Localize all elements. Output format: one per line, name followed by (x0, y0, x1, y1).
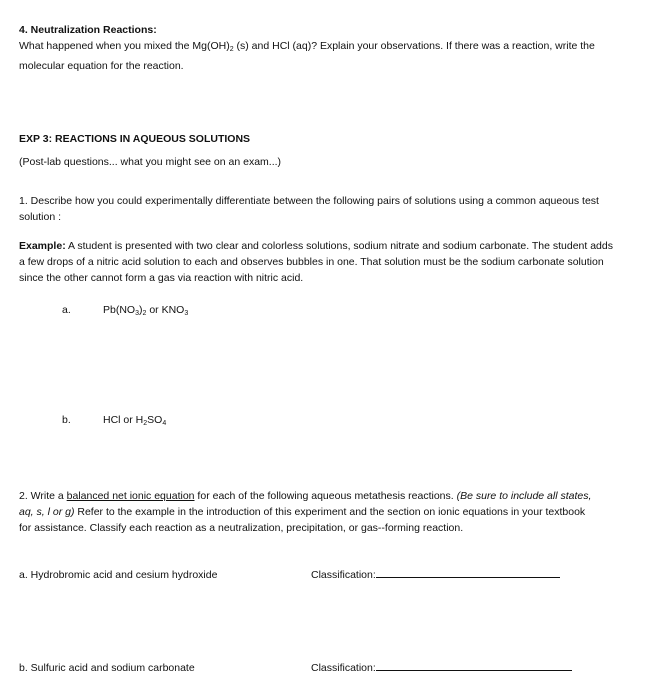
example-label: Example: (19, 240, 66, 252)
part-a-letter: a. (62, 304, 71, 316)
classification-a-blank[interactable] (376, 567, 560, 578)
question-1-example: Example: A student is presented with two clear and colorless solutions, sodium nitrate and sodium carbonate. The student adds a few drops of a nitric acid solution to each and observes bubbles in one. That solution must be the sodium carbonate solution since the other cannot form a gas via reaction with nitric acid. (19, 240, 613, 284)
section-4-question: What happened when you mixed the $Mg(OH)_2$ (s) and HCl (aq)? Explain your observations. If there was a reaction, write the molecular equation for the reaction. (19, 40, 595, 72)
part-2a-text: a. Hydrobromic acid and cesium hydroxide (19, 569, 218, 581)
net-ionic-equation-link: balanced net ionic equation (66, 490, 195, 502)
exp3-subtitle: (Post-lab questions... what you might see on an exam...) (19, 156, 282, 168)
part-a-formula: $Pb(NO_3)_2$ or $KNO_3$ (103, 304, 189, 317)
classification-b-blank[interactable] (376, 660, 572, 671)
exp3-title: EXP 3: REACTIONS IN AQUEOUS SOLUTIONS (19, 133, 251, 145)
question-1-text: 1. Describe how you could experimentally differentiate between the following pairs of solutions using a common aqueous test solution : (19, 195, 599, 223)
classification-b: Classification: (311, 660, 572, 676)
section-4-heading: 4. Neutralization Reactions: (19, 24, 157, 36)
part-2b-text: b. Sulfuric acid and sodium carbonate (19, 662, 195, 674)
classification-a: Classification: (311, 567, 560, 583)
part-b-letter: b. (62, 414, 71, 426)
question-2-text: 2. Write a balanced net ionic equation for each of the following aqueous metathesis reactions. (Be sure to include all states, aq, s, l or g) Refer to the example in the introduction of this experiment and the section on ionic equations in your textbook for assistance. Classify each reaction as a neutralization, precipitation, or gas--forming reaction. (19, 490, 592, 534)
part-b-formula: HCl or $H_2SO_4$ (103, 414, 167, 427)
